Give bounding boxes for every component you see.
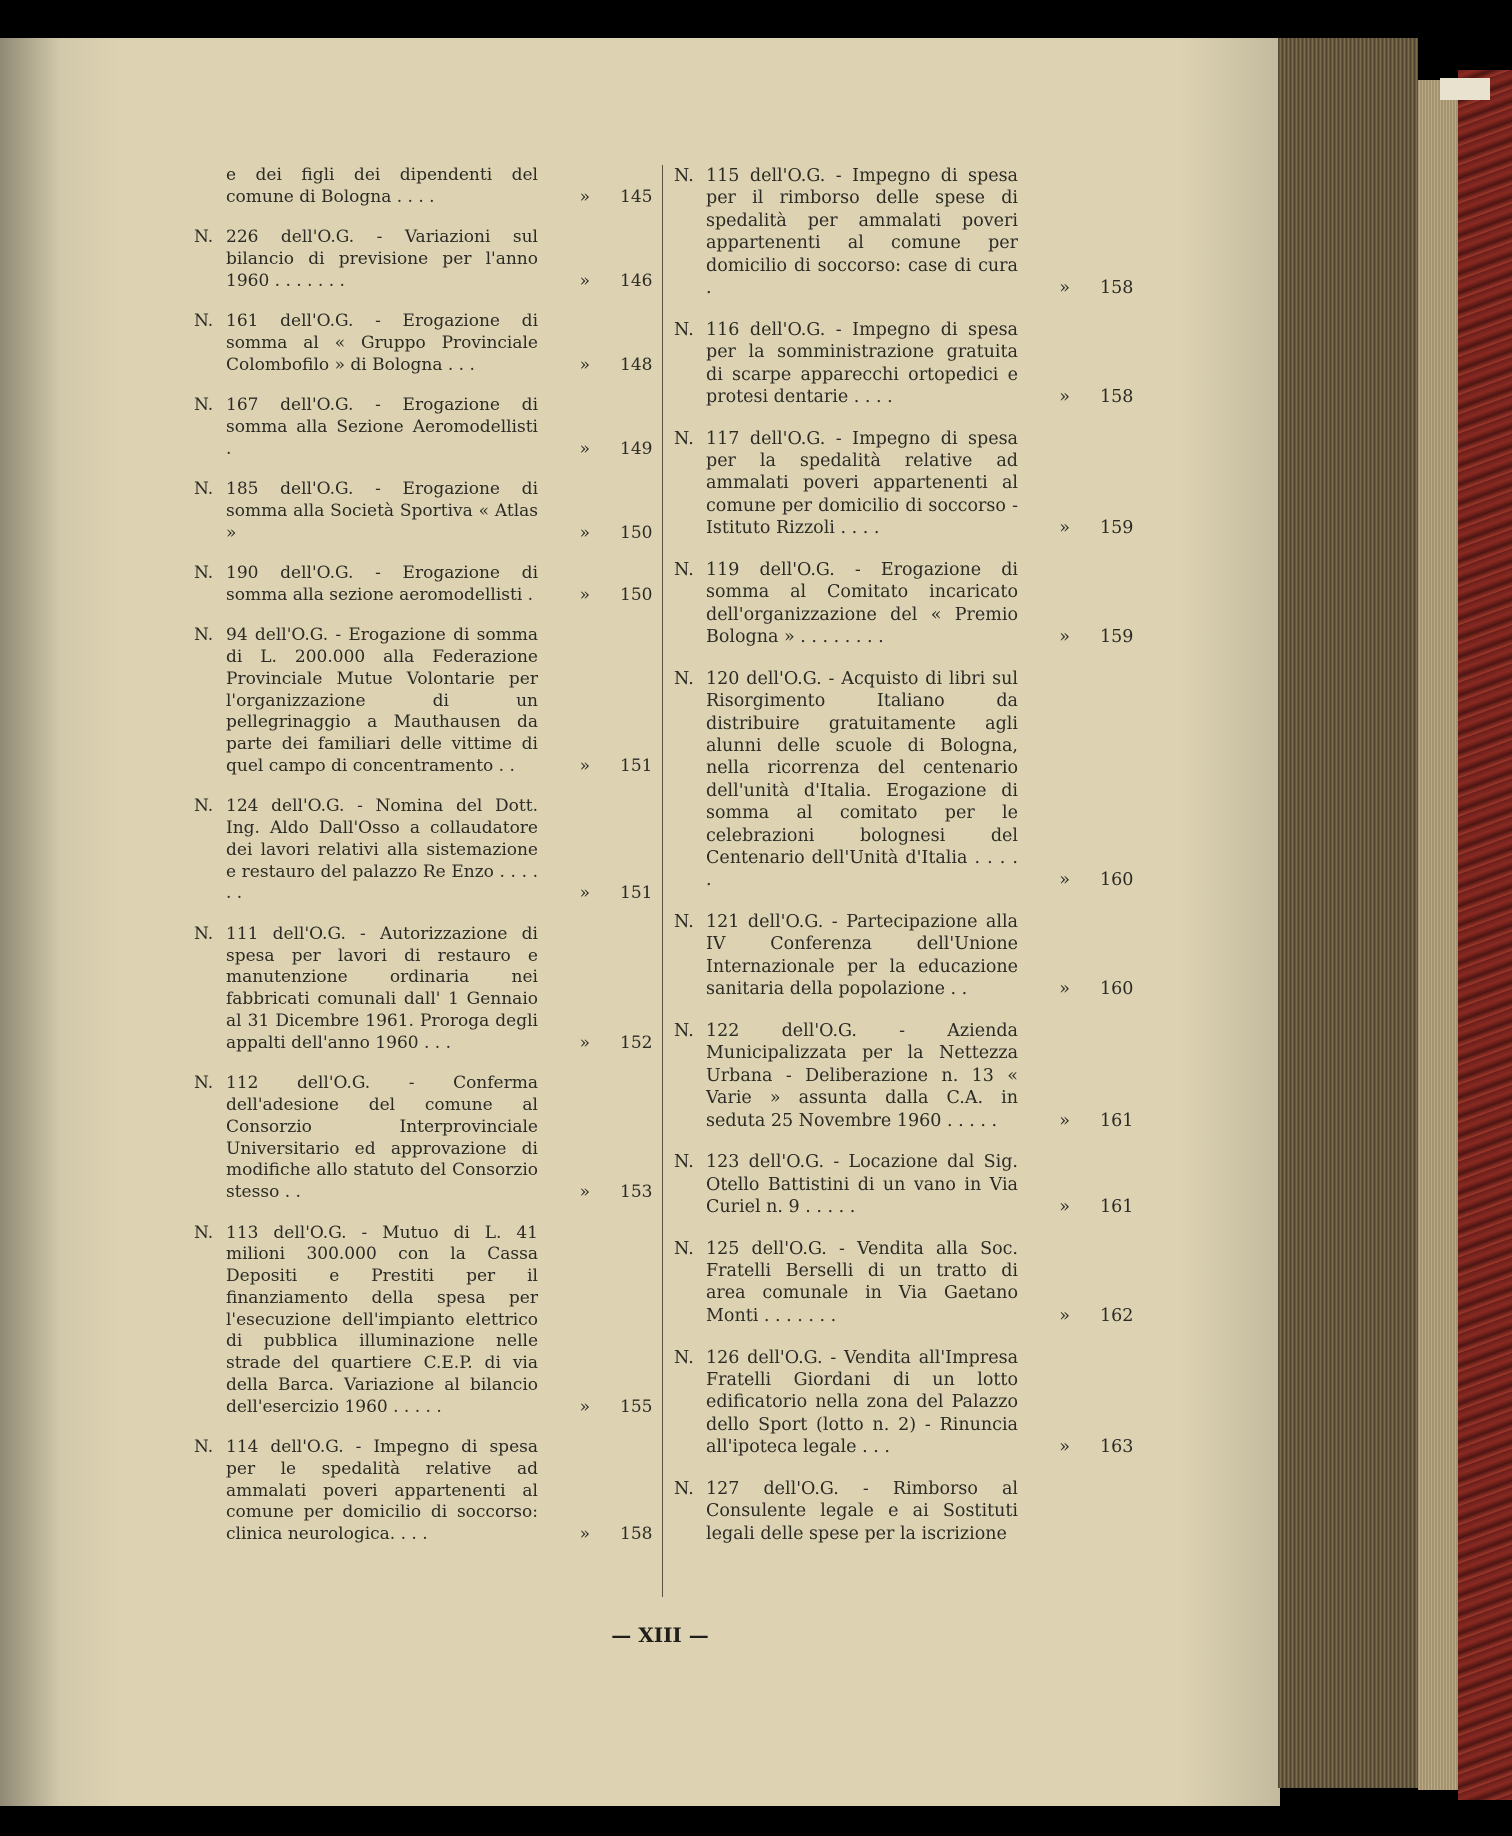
entry-text: 226 dell'O.G. - Variazioni sul bilancio di previsione per l'anno 1960 . . . . . . . [226, 227, 538, 291]
entry-number-prefix: N. [194, 479, 214, 500]
index-entry [194, 923, 653, 1055]
entry-text: 190 dell'O.G. - Erogazione di somma alla sezione aeromodellisti . [226, 563, 538, 605]
entry-page-number: 159 [1100, 518, 1134, 539]
entry-text: 112 dell'O.G. - Conferma dell'adesione del comune al Consorzio Interprovinciale Universitario ed approvazione di modifiche allo statuto del Consorzio stesso . . [226, 1073, 538, 1203]
entry-page-number: 160 [1100, 870, 1134, 891]
entry-page-number: 152 [620, 1032, 653, 1053]
entry-page-number: 150 [620, 584, 653, 605]
entry-ditto-mark: » [579, 755, 590, 776]
entry-page-number: 148 [620, 354, 653, 375]
entry-number-prefix: N. [674, 1478, 694, 1499]
entry-number-prefix: N. [674, 428, 694, 449]
entry-page-number: 159 [1100, 627, 1134, 648]
entry-ditto-mark: » [1059, 1197, 1070, 1217]
entry-page-number: 162 [1100, 1305, 1134, 1326]
entry-page-number: 161 [1100, 1197, 1134, 1217]
entry-text: 123 dell'O.G. - Locazione dal Sig. Otello Battistini di un vano in Via Curiel n. 9 . . . . . [706, 1152, 1018, 1217]
entry-text: 113 dell'O.G. - Mutuo di L. 41 milioni 300.000 con la Cassa Depositi e Prestiti per il finanziamento della spesa per l'esecuzione dell'impianto elettrico di pubblica illuminazione nelle strade del quartiere C.E.P. di via della Barca. Variazione al bilancio dell'esercizio 1960 . . . . . [226, 1222, 538, 1417]
entry-ditto-mark: » [1059, 278, 1070, 299]
entry-number-prefix: N. [194, 395, 214, 416]
entry-text: 114 dell'O.G. - Impegno di spesa per le spedalità relative ad ammalati poveri appartenenti al comune per domicilio di soccorso: clinica neurologica. . . . [226, 1437, 538, 1545]
entry-ditto-mark: » [579, 1524, 590, 1545]
index-entry [194, 1437, 653, 1546]
entry-ditto-mark: » [579, 186, 590, 207]
entry-page-number: 146 [620, 270, 653, 291]
entry-number-prefix: N. [194, 227, 214, 248]
cover-corner [1440, 78, 1490, 100]
entry-number-prefix: N. [674, 319, 694, 340]
right-column [674, 165, 1134, 1564]
entry-ditto-mark: » [579, 883, 590, 904]
index-entry [674, 428, 1134, 540]
entry-ditto-mark: » [579, 438, 590, 459]
index-entry [194, 311, 653, 376]
entry-page-number: 151 [620, 883, 653, 904]
index-entry [194, 1222, 653, 1419]
index-entry [194, 625, 653, 777]
entry-text: e dei figli dei dipendenti del comune di Bologna . . . . [226, 165, 538, 207]
entry-number-prefix: N. [674, 668, 694, 689]
entry-number-prefix: N. [194, 796, 214, 817]
entry-page-number: 160 [1100, 979, 1134, 1000]
entry-page-number: 153 [620, 1182, 653, 1203]
entry-text: 117 dell'O.G. - Impegno di spesa per la spedalità relative ad ammalati poveri appartenenti al comune per domicilio di soccorso - Istituto Rizzoli . . . . [706, 428, 1018, 539]
entry-ditto-mark: » [579, 354, 590, 375]
entry-text: 94 dell'O.G. - Erogazione di somma di L. 200.000 alla Federazione Provinciale Mutue Volontarie per l'organizzazione di un pellegrinaggio a Mauthausen da parte dei familiari delle vittime di quel campo di concentramento . . [226, 625, 538, 776]
index-entry [674, 319, 1134, 409]
entry-text: 124 dell'O.G. - Nomina del Dott. Ing. Aldo Dall'Osso a collaudatore dei lavori relativi alla sistemazione e restauro del palazzo Re Enzo . . . . . . [226, 796, 538, 904]
entry-ditto-mark: » [579, 584, 590, 605]
entry-text: 119 dell'O.G. - Erogazione di somma al Comitato incaricato dell'organizzazione del « Premio Bologna » . . . . . . . . [706, 559, 1018, 648]
entry-ditto-mark: » [579, 1396, 590, 1417]
entry-number-prefix: N. [194, 1222, 214, 1243]
entry-ditto-mark: » [1059, 518, 1070, 539]
entry-page-number: 163 [1100, 1437, 1134, 1458]
index-entry [674, 911, 1134, 1001]
column-divider [662, 165, 663, 1597]
entry-ditto-mark: » [579, 1032, 590, 1053]
entry-ditto-mark: » [579, 522, 590, 543]
entry-text: 161 dell'O.G. - Erogazione di somma al « Gruppo Provinciale Colombofilo » di Bologna . . . [226, 311, 538, 375]
entry-page-number: 158 [1100, 278, 1134, 299]
entry-page-number: 151 [620, 755, 653, 776]
entry-number-prefix: N. [674, 559, 694, 580]
entry-page-number: 158 [620, 1524, 653, 1545]
entry-text: 115 dell'O.G. - Impegno di spesa per il rimborso delle spese di spedalità per ammalati poveri appartenenti al comune per domicilio di soccorso: case di cura . [706, 166, 1018, 299]
entry-number-prefix: N. [674, 1238, 694, 1259]
entry-number-prefix: N. [674, 1347, 694, 1368]
left-column [194, 165, 653, 1565]
index-entry [674, 668, 1134, 892]
entry-page-number: 149 [620, 438, 653, 459]
index-entry [674, 165, 1134, 299]
entry-text: 185 dell'O.G. - Erogazione di somma alla Società Sportiva « Atlas » [226, 479, 538, 543]
entry-number-prefix: N. [674, 912, 694, 933]
entry-ditto-mark: » [579, 270, 590, 291]
entry-text: 116 dell'O.G. - Impegno di spesa per la somministrazione gratuita di scarpe apparecchi ortopedici e protesi dentarie . . . . [706, 319, 1018, 407]
entry-text: 122 dell'O.G. - Azienda Municipalizzata per la Nettezza Urbana - Deliberazione n. 13 « Varie » assunta dalla C.A. in seduta 25 Novembre 1960 . . . . . [706, 1020, 1018, 1131]
entry-text: 126 dell'O.G. - Vendita all'Impresa Fratelli Giordani di un lotto edificatorio nella zona del Palazzo dello Sport (lotto n. 2) - Rinuncia all'ipoteca legale . . . [706, 1347, 1018, 1458]
page-edges-outer [1418, 80, 1458, 1790]
entry-number-prefix: N. [674, 166, 694, 186]
entry-number-prefix: N. [194, 1437, 214, 1458]
index-entry [194, 796, 653, 905]
entry-number-prefix: N. [674, 1152, 694, 1173]
entry-number-prefix: N. [194, 311, 214, 332]
index-entry [674, 1347, 1134, 1459]
entry-text: 120 dell'O.G. - Acquisto di libri sul Risorgimento Italiano da distribuire gratuitamente agli alunni delle scuole di Bologna, nella ricorrenza del centenario dell'unità d'Italia. Erogazione di somma al comitato per le celebrazioni bolognesi del Centenario dell'Unità d'Italia . . . . . [706, 668, 1018, 891]
index-entry [194, 563, 653, 607]
entry-ditto-mark: » [1059, 627, 1070, 648]
index-entry [674, 1151, 1134, 1218]
index-entry [194, 395, 653, 460]
marbled-cover [1458, 70, 1512, 1800]
index-entry [674, 1238, 1134, 1328]
index-entry [194, 227, 653, 292]
entry-page-number: 155 [620, 1396, 653, 1417]
entry-ditto-mark: » [1059, 1110, 1070, 1131]
entry-page-number: 145 [620, 186, 653, 207]
index-entry [194, 1073, 653, 1204]
entry-page-number: 150 [620, 522, 653, 543]
page-number: — XIII — [611, 1623, 709, 1647]
entry-text: 111 dell'O.G. - Autorizzazione di spesa per lavori di restauro e manutenzione ordinaria nei fabbricati comunali dall' 1 Gennaio al 31 Dicembre 1961. Proroga degli appalti dell'anno 1960 . . . [226, 923, 538, 1053]
entry-ditto-mark: » [1059, 1437, 1070, 1458]
index-entry [194, 165, 653, 209]
entry-number-prefix: N. [194, 563, 214, 584]
entry-number-prefix: N. [194, 1073, 214, 1094]
entry-text: 121 dell'O.G. - Partecipazione alla IV Conferenza dell'Unione Internazionale per la educazione sanitaria della popolazione . . [706, 912, 1018, 1000]
entry-number-prefix: N. [674, 1020, 694, 1041]
entry-number-prefix: N. [194, 923, 214, 944]
entry-ditto-mark: » [1059, 870, 1070, 891]
entry-ditto-mark: » [579, 1182, 590, 1203]
entry-page-number: 158 [1100, 386, 1134, 407]
entry-text: 167 dell'O.G. - Erogazione di somma alla Sezione Aeromodellisti . [226, 395, 538, 459]
entry-text: 125 dell'O.G. - Vendita alla Soc. Fratelli Berselli di un tratto di area comunale in Via Gaetano Monti . . . . . . . [706, 1238, 1018, 1326]
entry-page-number: 161 [1100, 1110, 1134, 1131]
entry-ditto-mark: » [1059, 1305, 1070, 1326]
index-entry [674, 559, 1134, 649]
page-edges [1278, 38, 1418, 1788]
index-entry [674, 1478, 1130, 1545]
index-entry [194, 479, 653, 544]
entry-ditto-mark: » [1059, 979, 1070, 1000]
index-entry [674, 1020, 1134, 1132]
entry-ditto-mark: » [1059, 386, 1070, 407]
entry-text: 127 dell'O.G. - Rimborso al Consulente legale e ai Sostituti legali delle spese per la iscrizione [706, 1478, 1018, 1544]
entry-number-prefix: N. [194, 625, 214, 646]
